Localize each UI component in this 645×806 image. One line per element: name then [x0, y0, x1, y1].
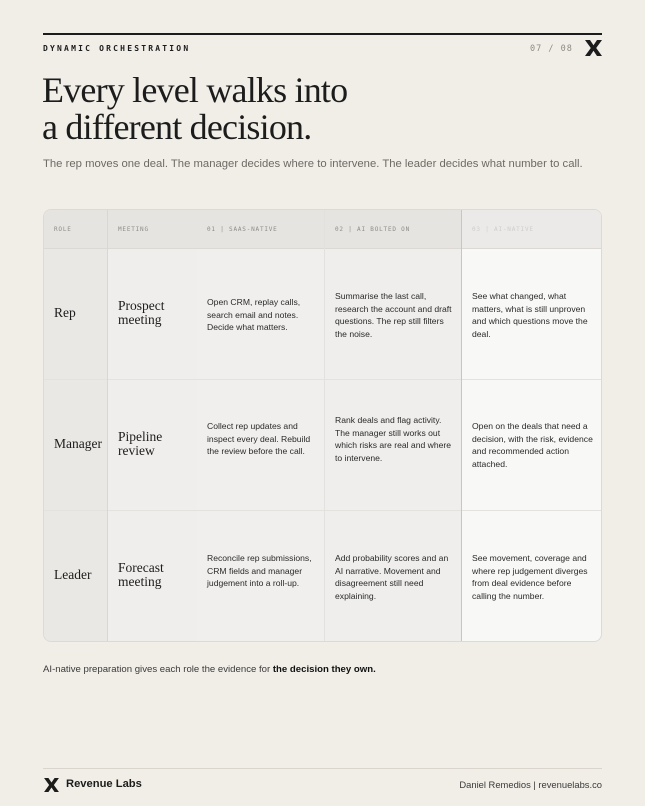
- takeaway-emphasis: the decision they own.: [272, 664, 376, 675]
- row-divider: [325, 510, 461, 511]
- native-leader: See movement, coverage and where rep judgement diverges from deal evidence before calling the number.: [472, 553, 588, 601]
- footer-author-site: Daniel Remedios | revenuelabs.co: [459, 779, 602, 790]
- role-leader: Leader: [54, 567, 92, 582]
- lede-text: The rep moves one deal. The manager decides where to intervene. The leader decides what number to call.: [43, 158, 583, 170]
- row-divider: [44, 510, 107, 511]
- takeaway-text: [43, 664, 376, 675]
- saas-rep: Open CRM, replay calls, search email and notes. Decide what matters.: [207, 297, 301, 332]
- row-divider: [197, 379, 324, 380]
- saas-manager: Collect rep updates and inspect every deal. Rebuild the review before the call.: [207, 421, 311, 456]
- bolted-leader: Add probability scores and an AI narrative. Movement and disagreement still need explaining.: [335, 553, 449, 601]
- row-divider: [325, 379, 461, 380]
- native-manager: Open on the deals that need a decision, with the risk, evidence and recommended action attached.: [472, 421, 593, 469]
- title-line-2: a different decision.: [42, 107, 312, 147]
- row-divider: [44, 379, 107, 380]
- column-ai-native: [461, 210, 602, 641]
- header-meeting: MEETING: [108, 210, 197, 249]
- header-ai-bolted-on: 02 | AI BOLTED ON: [325, 210, 461, 249]
- column-role: [44, 210, 107, 641]
- meeting-rep: Prospect meeting: [118, 298, 165, 327]
- bolted-rep: Summarise the last call, research the account and draft questions. The rep still filters the noise.: [335, 291, 452, 339]
- comparison-table: [43, 209, 602, 642]
- header-saas-native: 01 | SAAS-NATIVE: [197, 210, 324, 249]
- x-mark-icon: [585, 40, 602, 56]
- column-saas-native: [197, 210, 324, 641]
- saas-leader: Reconcile rep submissions, CRM fields and manager judgement into a roll-up.: [207, 553, 312, 588]
- header-role: ROLE: [44, 210, 107, 249]
- row-divider: [462, 510, 602, 511]
- bolted-manager: Rank deals and flag activity. The manager still works out which risks are real and where to intervene.: [335, 415, 452, 463]
- column-meeting: [107, 210, 197, 641]
- footer-brand: Revenue Labs: [66, 778, 142, 790]
- role-manager: Manager: [54, 436, 102, 451]
- footer-rule: [43, 768, 602, 769]
- role-rep: Rep: [54, 305, 76, 320]
- section-kicker: DYNAMIC ORCHESTRATION: [43, 44, 191, 53]
- meeting-manager: Pipeline review: [118, 429, 163, 458]
- row-divider: [108, 510, 197, 511]
- header-ai-native: 03 | AI-NATIVE: [462, 210, 602, 249]
- column-ai-bolted-on: [324, 210, 461, 641]
- takeaway-prefix: AI-native preparation gives each role the evidence for: [43, 664, 273, 675]
- meeting-leader: Forecast meeting: [118, 560, 164, 589]
- row-divider: [108, 379, 197, 380]
- top-rule: [43, 33, 602, 35]
- title-line-1: Every level walks into: [42, 70, 348, 110]
- x-mark-icon: [44, 778, 59, 792]
- page-indicator: 07 / 08: [530, 44, 573, 54]
- row-divider: [462, 379, 602, 380]
- native-rep: See what changed, what matters, what is still unproven and which questions move the deal.: [472, 291, 588, 339]
- page-title: [42, 72, 582, 146]
- row-divider: [197, 510, 324, 511]
